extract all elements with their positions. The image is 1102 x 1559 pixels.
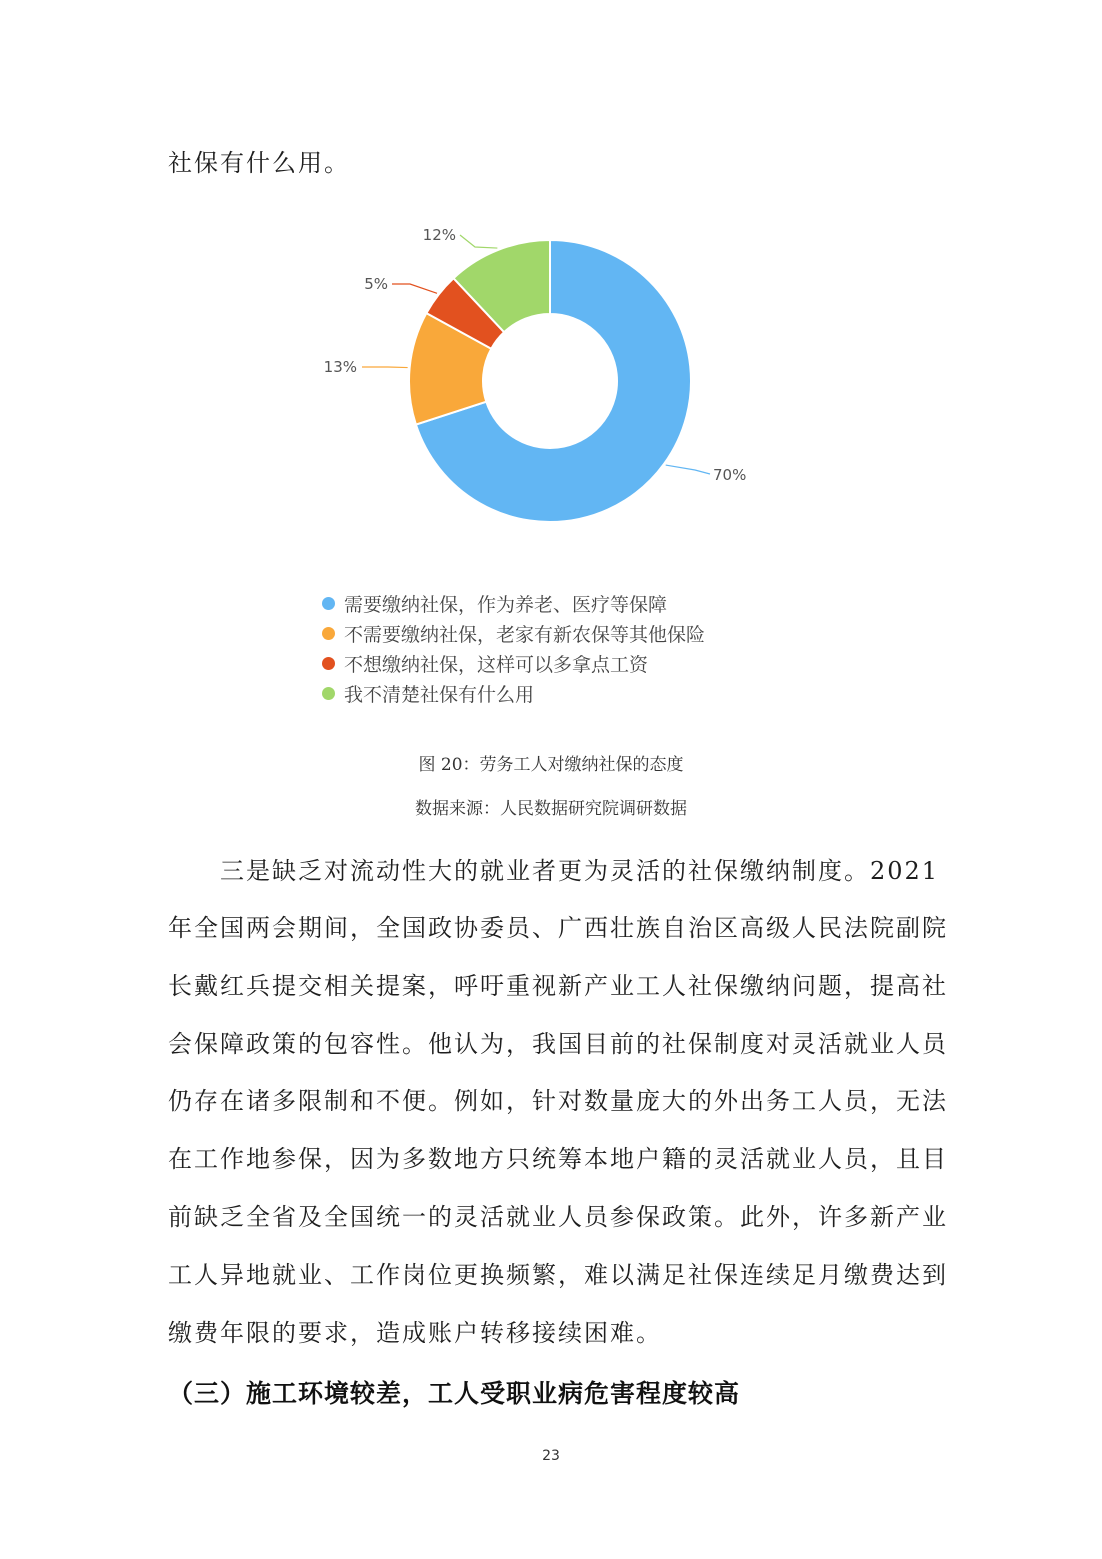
data-label-3: 12%: [422, 226, 456, 244]
donut-chart: [300, 215, 800, 545]
legend-marker-3: [322, 687, 335, 700]
leader-line-0: [666, 465, 710, 474]
data-label-0: 70%: [713, 466, 747, 484]
data-label-1: 13%: [323, 358, 357, 376]
legend-item: [322, 588, 705, 618]
page-number: 23: [542, 1448, 560, 1464]
leader-line-1: [362, 367, 408, 368]
legend-item: [322, 618, 705, 648]
leader-line-3: [460, 235, 497, 248]
data-label-2: 5%: [364, 275, 388, 293]
paragraph-line: 在工作地参保，因为多数地方只统筹本地户籍的灵活就业人员，且目: [168, 1145, 948, 1173]
figure-source: 数据来源：人民数据研究院调研数据: [415, 799, 687, 819]
legend-marker-1: [322, 627, 335, 640]
paragraph-line: 年全国两会期间，全国政协委员、广西壮族自治区高级人民法院副院: [168, 914, 948, 942]
paragraph-line: 缴费年限的要求，造成账户转移接续困难。: [168, 1319, 662, 1347]
section-title: （三）施工环境较差，工人受职业病危害程度较高: [168, 1379, 741, 1408]
legend-label-2: 不想缴纳社保，这样可以多拿点工资: [344, 653, 649, 676]
paragraph-line: 会保障政策的包容性。他认为，我国目前的社保制度对灵活就业人员: [168, 1030, 948, 1058]
paragraph-line: 长戴红兵提交相关提案，呼吁重视新产业工人社保缴纳问题，提高社: [168, 972, 948, 1000]
intro-line: 社保有什么用。: [168, 149, 350, 177]
paragraph-line: 前缺乏全省及全国统一的灵活就业人员参保政策。此外，许多新产业: [168, 1203, 948, 1231]
legend-label-3: 我不清楚社保有什么用: [344, 683, 535, 706]
legend-label-1: 不需要缴纳社保，老家有新农保等其他保险: [344, 623, 706, 646]
legend-item: [322, 648, 705, 678]
paragraph-line: 仍存在诸多限制和不便。例如，针对数量庞大的外出务工人员，无法: [168, 1087, 948, 1115]
legend-label-0: 需要缴纳社保，作为养老、医疗等保障: [344, 593, 668, 616]
chart-legend: [322, 588, 705, 708]
paragraph-line: 三是缺乏对流动性大的就业者更为灵活的社保缴纳制度。2021: [220, 857, 940, 885]
legend-marker-2: [322, 657, 335, 670]
paragraph-line: 工人异地就业、工作岗位更换频繁，难以满足社保连续足月缴费达到: [168, 1261, 948, 1289]
legend-item: [322, 678, 705, 708]
figure-caption: 图 20：劳务工人对缴纳社保的态度: [418, 755, 684, 775]
leader-line-2: [392, 284, 437, 293]
legend-marker-0: [322, 597, 335, 610]
